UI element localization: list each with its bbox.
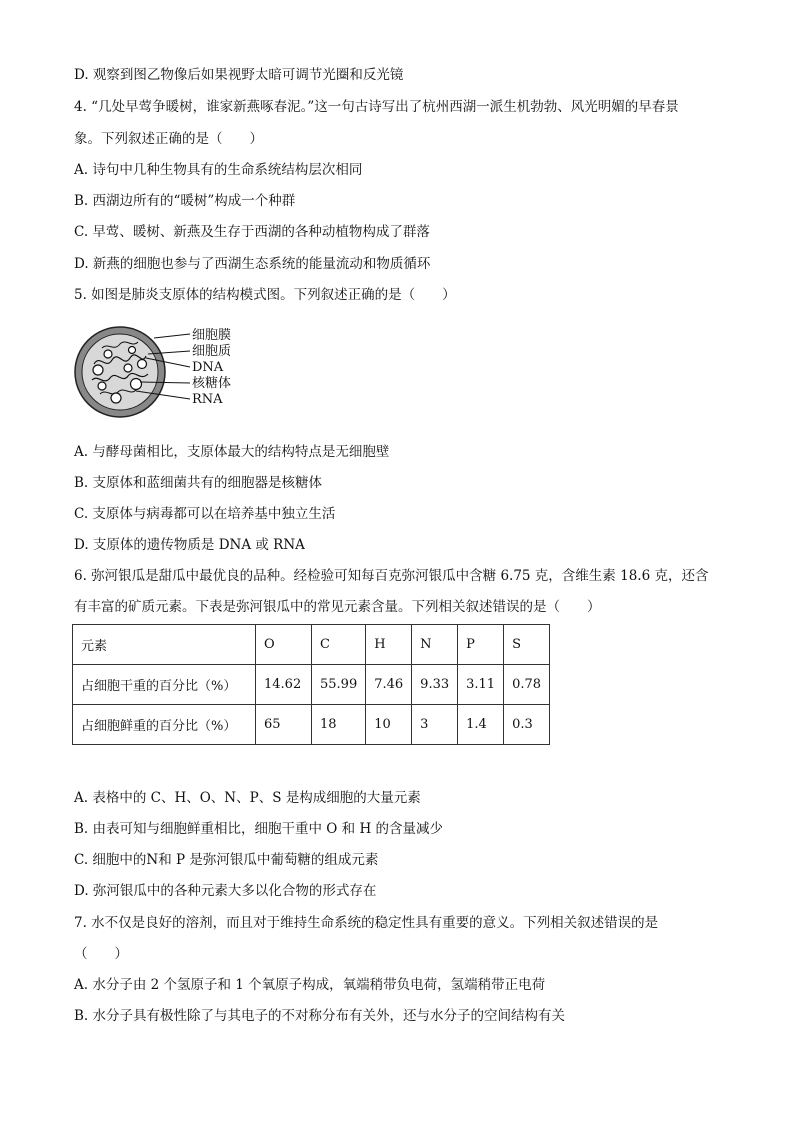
question-4-option-a: A. 诗句中几种生物具有的生命系统结构层次相同 [74,162,363,178]
label-rna: RNA [192,392,223,407]
element-content-table [72,624,550,745]
question-5-option-b: B. 支原体和蓝细菌共有的细胞器是核糖体 [74,475,323,491]
question-4-option-b: B. 西湖边所有的“暖树”构成一个种群 [74,193,296,209]
question-5-stem: 5. 如图是肺炎支原体的结构模式图。下列叙述正确的是（ ） [74,287,456,303]
question-7-stem-line1: 7. 水不仅是良好的溶剂，而且对于维持生命系统的稳定性具有重要的意义。下列相关叙述错误的是 [74,915,659,931]
table-cell: 占细胞干重的百分比（%） [73,665,256,705]
ribosome [104,350,112,358]
question-5-option-a: A. 与酵母菌相比，支原体最大的结构特点是无细胞壁 [74,444,390,460]
question-6-stem-line2: 有丰富的矿质元素。下表是弥河银瓜中的常见元素含量。下列相关叙述错误的是（ ） [74,599,601,615]
table-cell: 55.99 [312,665,366,705]
table-cell: 65 [256,705,312,745]
leader-line [154,334,190,338]
question-6-option-d: D. 弥河银瓜中的各种元素大多以化合物的形式存在 [74,883,377,899]
table-header-cell: S [504,625,550,665]
table-header-cell: H [366,625,412,665]
question-6-option-a: A. 表格中的 C、H、O、N、P、S 是构成细胞的大量元素 [74,790,421,806]
ribosome [98,382,106,390]
table-cell: 10 [366,705,412,745]
question-6-option-b: B. 由表可知与细胞鲜重相比，细胞干重中 O 和 H 的含量减少 [74,821,444,837]
table-cell: 占细胞鲜重的百分比（%） [73,705,256,745]
question-5-option-c: C. 支原体与病毒都可以在培养基中独立生活 [74,506,336,522]
mycoplasma-structure-diagram [72,324,252,420]
question-6-stem-line1: 6. 弥河银瓜是甜瓜中最优良的品种。经检验可知每百克弥河银瓜中含糖 6.75 克，含维生素 18.6 克，还含 [74,568,709,584]
label-ribosome: 核糖体 [192,376,232,391]
question-4-stem-line2: 象。下列叙述正确的是（ ） [74,131,263,147]
table-cell: 9.33 [412,665,458,705]
table-cell: 14.62 [256,665,312,705]
option-3d: D. 观察到图乙物像后如果视野太暗可调节光圈和反光镜 [74,67,404,83]
question-4-stem-line1: 4. “几处早莺争暖树，谁家新燕啄春泥。”这一句古诗写出了杭州西湖一派生机勃勃、风光明媚的早春景 [74,99,679,115]
table-row [73,665,550,705]
table-cell: 0.3 [504,705,550,745]
ribosome [138,360,147,369]
ribosome [131,379,142,390]
table-cell: 1.4 [458,705,504,745]
ribosome [111,393,121,403]
question-7-option-a: A. 水分子由 2 个氢原子和 1 个氧原子构成，氧端稍带负电荷，氢端稍带正电荷 [74,977,546,993]
label-dna: DNA [192,360,224,375]
ribosome [129,347,136,354]
question-5-option-d: D. 支原体的遗传物质是 DNA 或 RNA [74,537,305,553]
table-cell: 3 [412,705,458,745]
question-4-option-c: C. 早莺、暖树、新燕及生存于西湖的各种动植物构成了群落 [74,224,430,240]
mycoplasma-svg [72,324,252,420]
table-cell: 3.11 [458,665,504,705]
ribosome [124,364,132,372]
table-row [73,705,550,745]
table-header-cell: C [312,625,366,665]
question-6-option-c: C. 细胞中的N和 P 是弥河银瓜中葡萄糖的组成元素 [74,852,379,868]
table-header-cell: 元素 [73,625,256,665]
label-cytoplasm: 细胞质 [192,344,232,359]
table-header-cell: O [256,625,312,665]
table-cell: 0.78 [504,665,550,705]
question-7-option-b: B. 水分子具有极性除了与其电子的不对称分布有关外，还与水分子的空间结构有关 [74,1008,566,1024]
table-cell: 18 [312,705,366,745]
question-4-option-d: D. 新燕的细胞也参与了西湖生态系统的能量流动和物质循环 [74,256,431,272]
table-cell: 7.46 [366,665,412,705]
label-cell-membrane: 细胞膜 [192,328,232,343]
table-header-cell: P [458,625,504,665]
table-header-cell: N [412,625,458,665]
question-7-stem-line2: （ ） [74,946,128,962]
ribosome [93,365,103,375]
table-header-row [73,625,550,665]
